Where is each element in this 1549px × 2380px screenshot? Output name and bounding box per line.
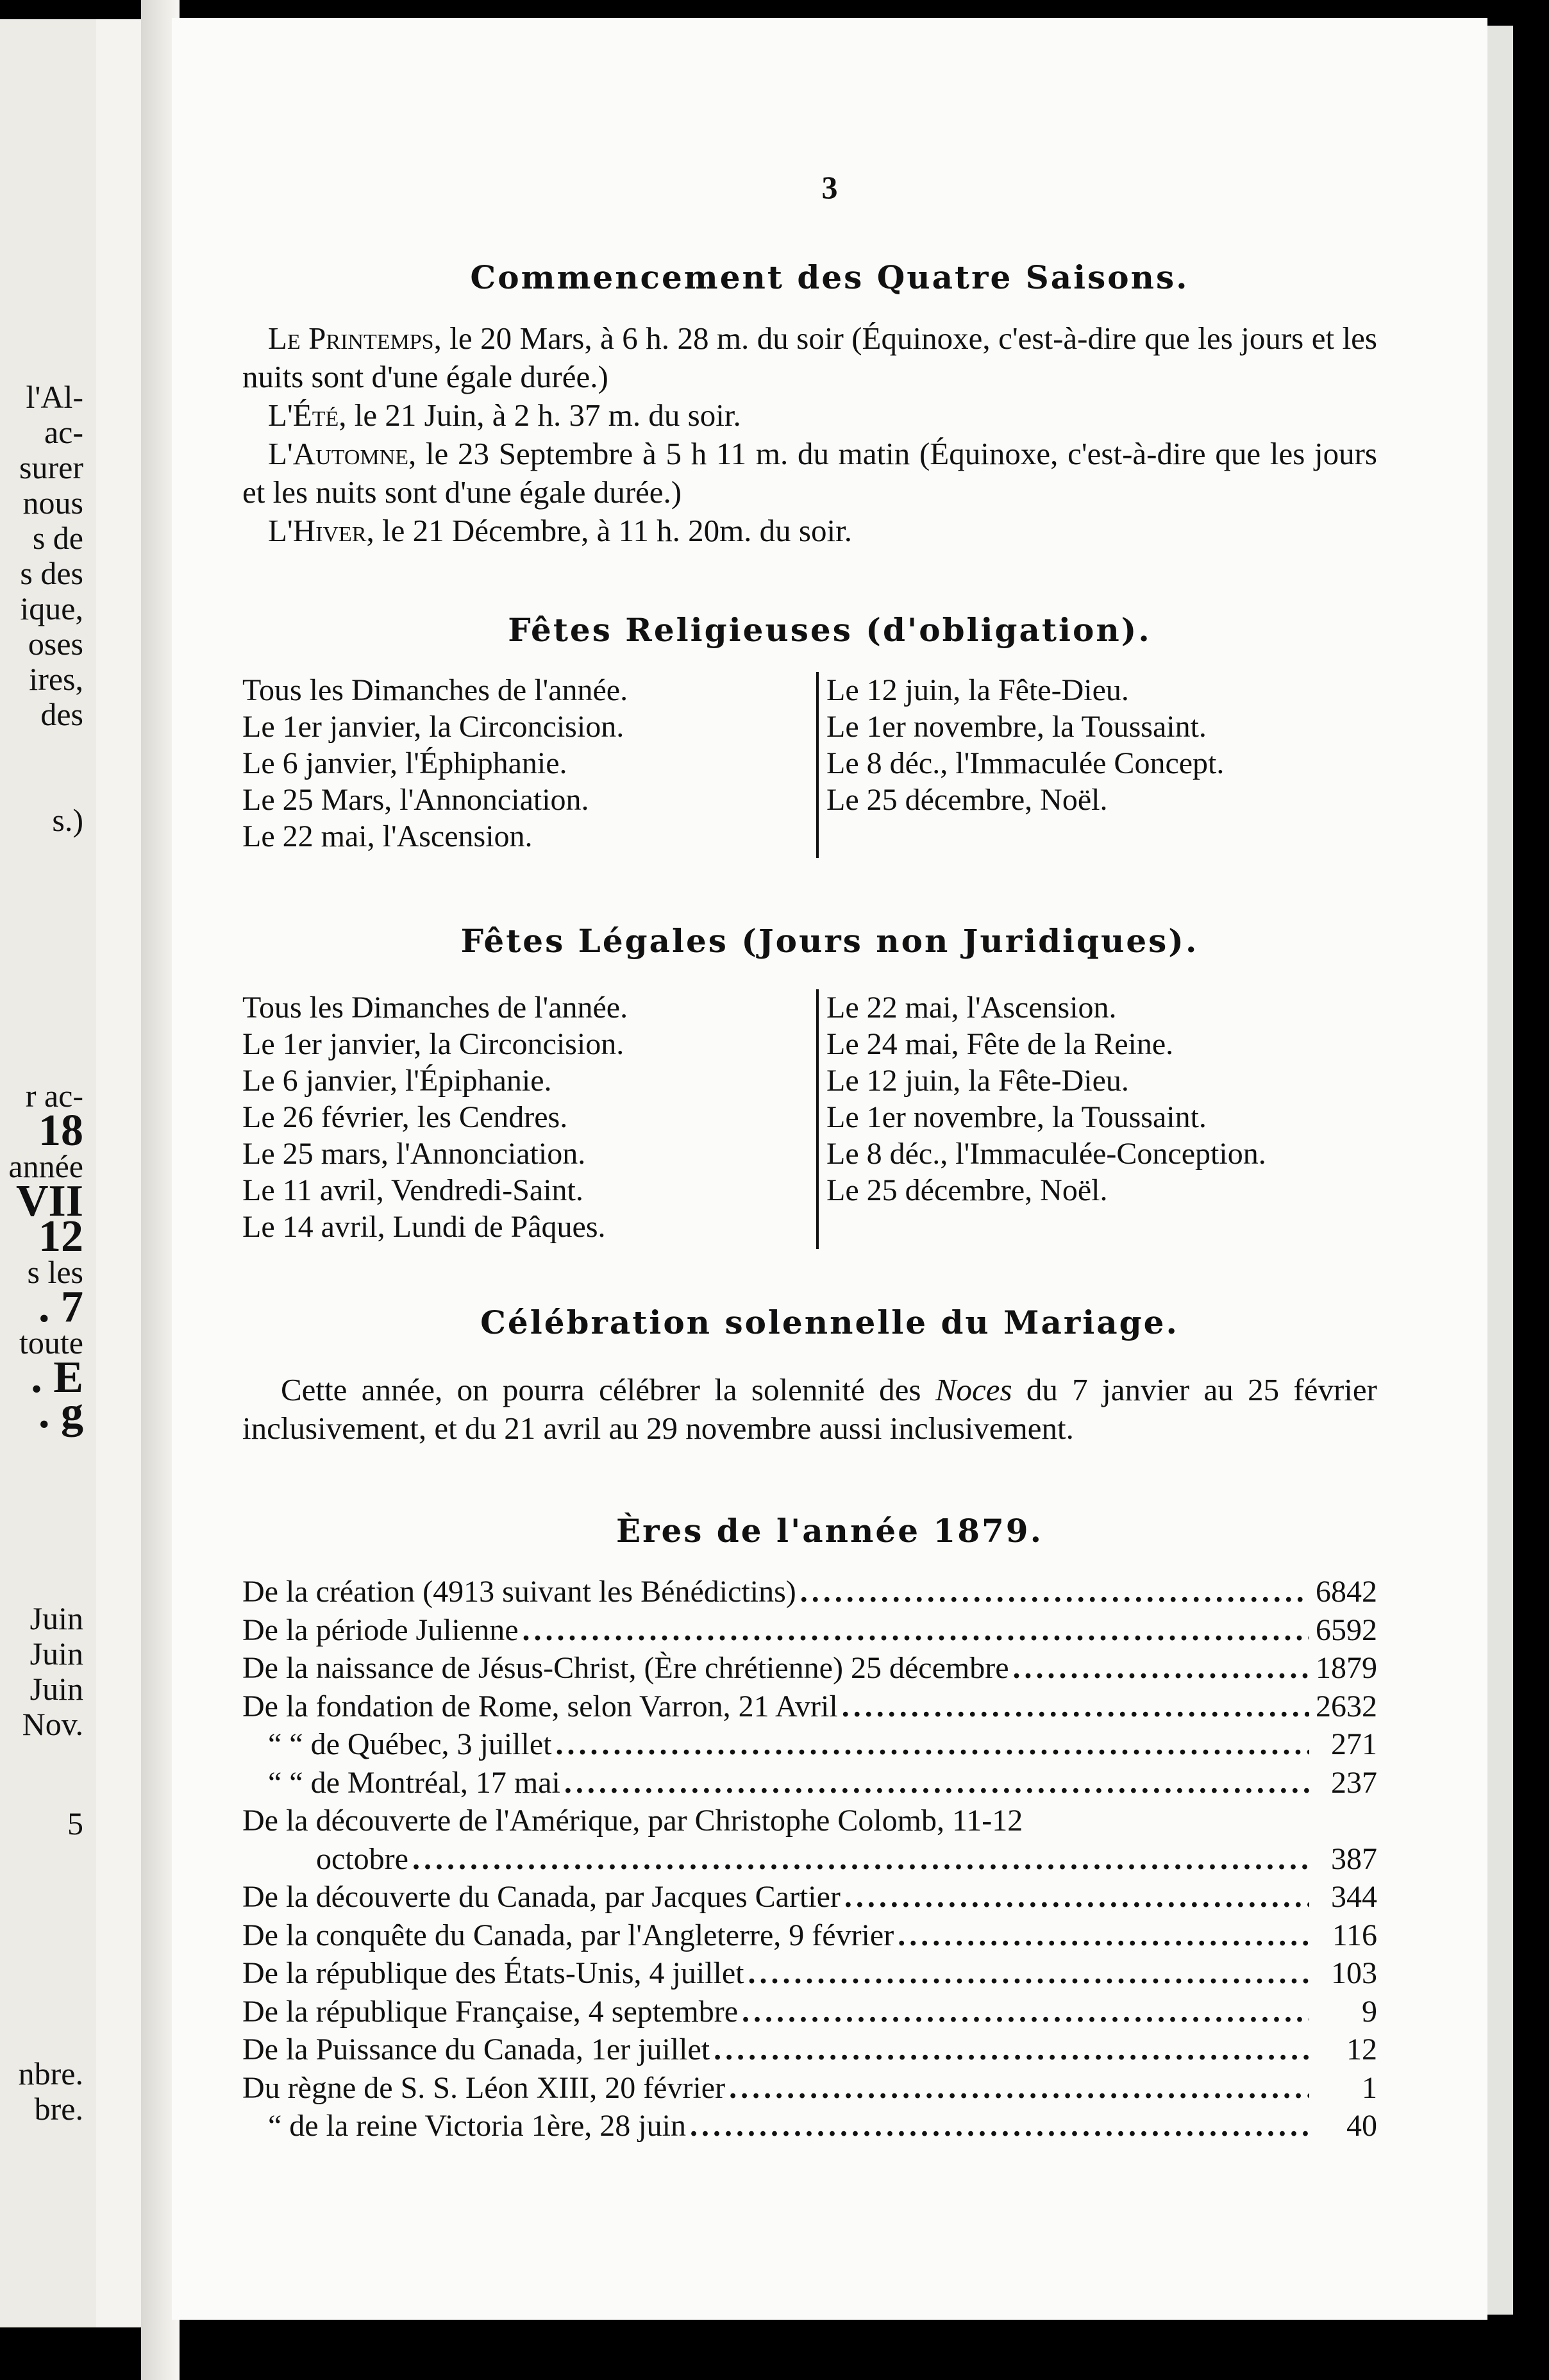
marriage-text-noces: Noces (935, 1372, 1012, 1407)
era-label: De la période Julienne (242, 1613, 519, 1647)
era-leader-dots (690, 2107, 1309, 2145)
era-label: “ “ de Montréal, 17 mai (268, 1765, 560, 1800)
era-row (242, 1954, 1377, 1993)
era-leader-dots (898, 1916, 1309, 1955)
era-leader-dots (800, 1573, 1309, 1611)
autumn-name: L'Automne (268, 436, 408, 471)
era-value: 1879 (1316, 1651, 1377, 1685)
margin-fragment: . E (31, 1353, 83, 1402)
feast-line: Le 1er janvier, la Circoncision. (242, 1027, 624, 1061)
era-row (242, 1764, 1377, 1802)
margin-fragment: Juin (29, 1671, 83, 1707)
era-leader-dots (714, 2031, 1309, 2069)
era-label: De la découverte du Canada, par Jacques Cartier (242, 1880, 841, 1914)
era-value: 6592 (1316, 1613, 1377, 1647)
margin-fragment: Juin (29, 1600, 83, 1636)
winter-name: L'Hiver (268, 513, 367, 548)
era-row (242, 2031, 1377, 2069)
marriage-text-before: Cette année, on pourra célébrer la solennité des (281, 1372, 935, 1407)
era-label: De la fondation de Rome, selon Varron, 21 Avril (242, 1689, 838, 1723)
era-label: De la conquête du Canada, par l'Angleterre, 9 février (242, 1918, 894, 1952)
page-number: 3 (821, 169, 838, 205)
era-label: “ “ de Québec, 3 juillet (268, 1727, 552, 1761)
margin-fragment: s des (20, 555, 83, 591)
era-value: 2632 (1316, 1689, 1377, 1723)
margin-fragment: bre. (34, 2091, 83, 2127)
era-value: 1 (1362, 2070, 1377, 2105)
era-label: De la création (4913 suivant les Bénédictins) (242, 1575, 796, 1609)
era-leader-dots (555, 1725, 1309, 1764)
eras-heading: Ères de l'année 1879. (615, 1512, 1043, 1550)
religious-feasts-heading: Fêtes Religieuses (d'obligation). (508, 611, 1151, 649)
era-label: octobre (316, 1841, 408, 1876)
feast-line: Le 25 décembre, Noël. (826, 1173, 1108, 1207)
era-value: 237 (1331, 1765, 1377, 1800)
feast-line: Le 11 avril, Vendredi-Saint. (242, 1173, 583, 1207)
era-label: De la découverte de l'Amérique, par Christophe Colomb, 11-12 (242, 1804, 1023, 1838)
winter-text: , le 21 Décembre, à 11 h. 20m. du soir. (366, 513, 852, 548)
era-row (242, 2107, 1377, 2145)
summer-line (242, 396, 1377, 435)
legal-right-column (816, 989, 1391, 1249)
era-row (242, 1573, 1377, 1611)
era-value: 116 (1332, 1918, 1377, 1952)
era-leader-dots (748, 1954, 1309, 1993)
margin-fragment: s.) (52, 802, 83, 838)
era-value: 40 (1346, 2109, 1377, 2143)
feast-line: Le 25 mars, l'Annonciation. (242, 1137, 586, 1171)
era-value: 103 (1331, 1956, 1377, 1990)
margin-fragment: année (8, 1148, 83, 1184)
feast-line: Le 1er janvier, la Circoncision. (242, 710, 624, 744)
feast-line: Le 25 décembre, Noël. (826, 783, 1108, 817)
era-row (242, 1993, 1377, 2031)
margin-fragment: ires, (29, 661, 83, 697)
margin-fragment: toute (19, 1325, 83, 1361)
summer-name: L'Été (268, 398, 339, 433)
feast-line: Le 8 déc., l'Immaculée-Conception. (826, 1137, 1266, 1171)
feast-line: Le 6 janvier, l'Éphiphanie. (242, 746, 567, 780)
era-row (242, 1688, 1377, 1726)
era-label: De la Puissance du Canada, 1er juillet (242, 2032, 710, 2066)
seasons-heading: Commencement des Quatre Saisons. (470, 258, 1189, 296)
margin-fragment: oses (28, 626, 83, 662)
marriage-paragraph (242, 1371, 1377, 1448)
legal-feasts-heading: Fêtes Légales (Jours non Juridiques). (460, 922, 1199, 960)
page-right-edge (1487, 26, 1513, 2315)
feast-line: Le 22 mai, l'Ascension. (242, 819, 533, 853)
margin-fragment: . 7 (38, 1282, 83, 1332)
era-leader-dots (729, 2069, 1309, 2108)
feast-line: Tous les Dimanches de l'année. (242, 991, 628, 1025)
margin-fragment: ique, (20, 591, 83, 626)
era-leader-dots (844, 1878, 1309, 1916)
margin-fragment: nous (22, 485, 83, 521)
era-leader-dots (523, 1611, 1310, 1650)
summer-text: , le 21 Juin, à 2 h. 37 m. du soir. (339, 398, 741, 433)
feast-line: Le 12 juin, la Fête-Dieu. (826, 1064, 1129, 1098)
spring-text: , le 20 Mars, à 6 h. 28 m. du soir (Équinoxe, c'est-à-dire que les jours et les nuits sont d'une égale durée.) (242, 321, 1377, 394)
margin-fragment: des (40, 696, 83, 732)
era-label: De la république des États-Unis, 4 juillet (242, 1956, 744, 1990)
spring-name: Le Printemps (268, 321, 434, 356)
religious-right-column (816, 672, 1391, 858)
marriage-text-after: du 7 janvier au 25 février inclusivement, et du 21 avril au 29 novembre aussi inclusivement. (242, 1372, 1377, 1446)
era-row (242, 1725, 1377, 1764)
margin-fragment: l'Al- (26, 379, 83, 415)
era-row (242, 1878, 1377, 1916)
religious-feasts-table (242, 672, 1384, 864)
feast-line: Le 25 Mars, l'Annonciation. (242, 783, 589, 817)
era-value: 6842 (1316, 1575, 1377, 1609)
era-value: 9 (1362, 1994, 1377, 2029)
era-label: De la république Française, 4 septembre (242, 1994, 739, 2029)
feast-line: Le 14 avril, Lundi de Pâques. (242, 1210, 606, 1244)
feast-line: Le 8 déc., l'Immaculée Concept. (826, 746, 1225, 780)
feast-line: Le 22 mai, l'Ascension. (826, 991, 1117, 1025)
autumn-text: , le 23 Septembre à 5 h 11 m. du matin (Équinoxe, c'est-à-dire que les jours et les nuits sont d'une égale durée.) (242, 436, 1377, 510)
feast-line: Le 1er novembre, la Toussaint. (826, 710, 1207, 744)
marriage-heading: Célébration solennelle du Mariage. (480, 1303, 1179, 1341)
era-leader-dots (842, 1688, 1309, 1726)
era-row (242, 1840, 1377, 1879)
margin-fragment: s de (32, 520, 83, 556)
legal-feasts-table (242, 989, 1384, 1252)
era-row (242, 1611, 1377, 1650)
era-row (242, 1802, 1377, 1840)
margin-fragment: ac- (44, 414, 83, 450)
feast-line: Le 6 janvier, l'Épiphanie. (242, 1064, 552, 1098)
spring-line (242, 319, 1377, 396)
feast-line: Le 24 mai, Fête de la Reine. (826, 1027, 1174, 1061)
seasons-paragraph (242, 319, 1377, 550)
feast-line: Le 1er novembre, la Toussaint. (826, 1100, 1207, 1134)
feast-line: Le 26 février, les Cendres. (242, 1100, 568, 1134)
feast-line: Le 12 juin, la Fête-Dieu. (826, 673, 1129, 707)
margin-fragment: VII (15, 1177, 83, 1226)
margin-fragment: 12 (38, 1212, 83, 1261)
margin-fragment: nbre. (18, 2056, 83, 2091)
margin-fragment: surer (19, 449, 83, 485)
era-label: De la naissance de Jésus-Christ, (Ère chrétienne) 25 décembre (242, 1651, 1009, 1685)
era-value: 344 (1331, 1880, 1377, 1914)
winter-line (242, 512, 1377, 550)
era-leader-dots (1013, 1649, 1310, 1688)
era-row (242, 1649, 1377, 1688)
era-value: 271 (1331, 1727, 1377, 1761)
era-leader-dots (742, 1993, 1309, 2031)
margin-fragment: r ac- (25, 1078, 83, 1114)
era-value: 12 (1346, 2032, 1377, 2066)
era-leader-dots (564, 1764, 1309, 1802)
era-label: “ de la reine Victoria 1ère, 28 juin (268, 2109, 686, 2143)
autumn-line (242, 435, 1377, 512)
eras-table (242, 1573, 1377, 2145)
margin-fragment: 18 (38, 1106, 83, 1155)
margin-fragment: 5 (67, 1806, 83, 1841)
era-row (242, 2069, 1377, 2108)
margin-fragment: . g (38, 1388, 83, 1437)
religious-left-column (242, 672, 807, 855)
margin-fragment: Nov. (22, 1706, 83, 1742)
main-page (172, 18, 1487, 2320)
era-label: Du règne de S. S. Léon XIII, 20 février (242, 2070, 726, 2105)
legal-left-column (242, 989, 807, 1245)
margin-fragment: Juin (29, 1636, 83, 1672)
era-row (242, 1916, 1377, 1955)
era-value: 387 (1331, 1841, 1377, 1876)
era-leader-dots (412, 1840, 1309, 1879)
feast-line: Tous les Dimanches de l'année. (242, 673, 628, 707)
margin-fragment: s les (27, 1254, 83, 1290)
